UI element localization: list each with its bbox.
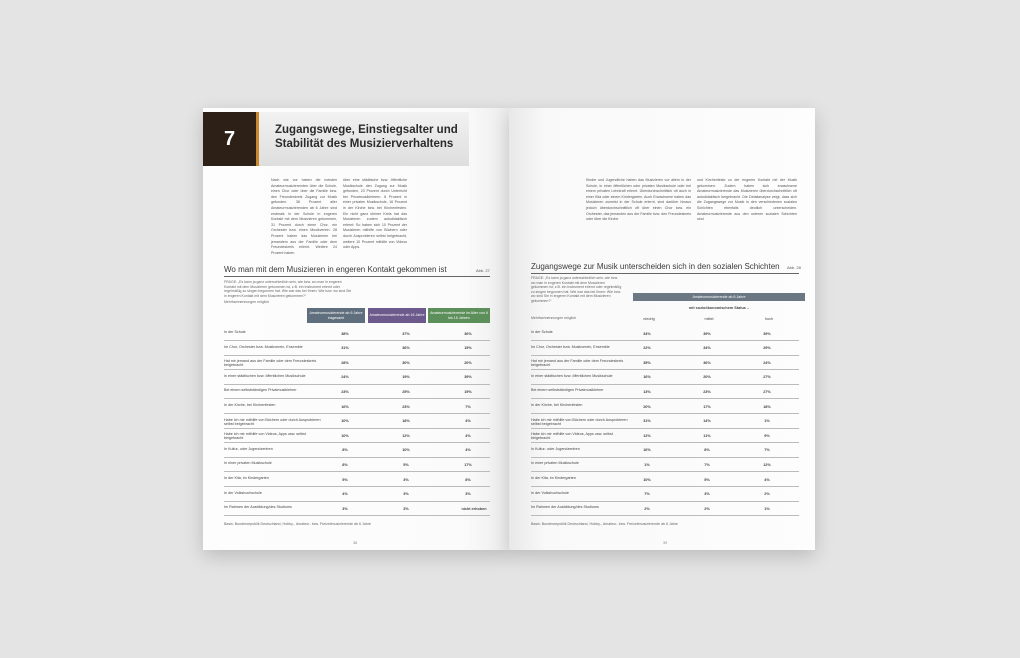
row-value: 18% (402, 419, 410, 424)
table-row (224, 342, 490, 356)
row-value: 39% (703, 331, 711, 336)
row-value: 19% (464, 389, 472, 394)
section-rule (224, 276, 490, 277)
page-number: 39 (663, 541, 668, 545)
table-row (531, 488, 799, 502)
row-label: Habe ich mir mithilfe von Büchern oder durch Ausprobieren selbst beigebracht (531, 417, 628, 426)
row-label: In Kultur- oder Jugendzentren (531, 446, 580, 451)
row-value: 12% (643, 433, 651, 438)
left-page (203, 108, 509, 550)
row-value: 16% (643, 448, 651, 453)
row-value: nicht erhoben (461, 506, 487, 511)
row-value: 7% (644, 492, 650, 497)
row-value: 39% (464, 375, 472, 380)
chapter-title-line1: Zugangswege, Einstiegsalter und (275, 124, 458, 136)
row-value: 12% (763, 462, 771, 467)
row-label: Im Rahmen der Ausbildung/des Studiums (531, 505, 599, 510)
row-value: 3% (403, 492, 409, 497)
row-value: 36% (464, 331, 472, 336)
row-value: 5% (704, 477, 710, 482)
table-row (224, 473, 490, 487)
row-label: Hat mir jemand aus der Familie oder dem Freundeskreis beigebracht (531, 359, 624, 368)
column-header-6-15: Amateurmusizierende im Alter von 6 bis 15 Jahren (428, 308, 490, 323)
brochure-spread (203, 108, 815, 550)
row-label: In einer städtischen bzw. öffentlichen Musikschule (224, 373, 306, 378)
row-label: In einer privaten Musikschule (531, 461, 579, 466)
row-value: 25% (402, 389, 410, 394)
table-row (531, 458, 799, 472)
row-value: 19% (402, 375, 410, 380)
intro-column-1: Nach wie vor haben die meisten Amateurmusizierenden über die Schule, einen Chor oder über die Familie bzw. den Freundeskreis Zugang zur Musik gefunden. 38 Prozent aller Amateurmusizierenden ab 6 Jahre sind erstmals in der Schule in engeren Kontakt mit dem Musizieren gekommen, 31 Prozent durch einen Chor, ein Orchester bzw. einen Musikverein. 28 Prozent haben das Musizieren bei jemandem aus der Familie oder dem Freundeskreis erlernt. Weitere 24 Prozent haben (271, 178, 337, 255)
table-row (531, 356, 799, 370)
figure-number: Abb. 28 (787, 265, 801, 270)
row-value: 3% (704, 492, 710, 497)
page-number: 38 (353, 541, 358, 545)
row-value: 10% (341, 433, 349, 438)
row-value: 28% (341, 360, 349, 365)
row-value: 38% (341, 331, 349, 336)
row-value: 7% (704, 462, 710, 467)
row-value: 20% (643, 404, 651, 409)
row-value: 8% (465, 477, 471, 482)
section-title: Wo man mit dem Musizieren in engeren Kontakt gekommen ist (224, 265, 447, 274)
row-value: 20% (703, 375, 711, 380)
row-value: 14% (703, 419, 711, 424)
row-value: 7% (764, 448, 770, 453)
row-label: In der Kita, im Kindergarten (224, 476, 269, 480)
row-value: 2% (644, 506, 650, 511)
table-row (224, 458, 490, 472)
row-value: 8% (704, 448, 710, 453)
row-value: 34% (703, 346, 711, 351)
table-row (531, 444, 799, 458)
row-value: 30% (402, 360, 410, 365)
question-note: Mehrfachnennungen möglich (224, 300, 270, 304)
column-low: niedrig (643, 317, 655, 321)
intro-column-1: Kinder und Jugendliche haben das Musizieren vor allem in der Schule, in einer öffentlichen oder privaten Musikschule oder bei einem privaten Lehrkraft erlernt. Überdurchschnittlich oft auch in einer Kita oder einem Kindergarten. Auch Erwachsene haben das Musizieren zumeist in der Schule erlernt, sind darüber hinaus jedoch überdurchschnittlich oft über einen Chor bzw. ein Orchester, das jemanden aus der Familie bzw. den Freundeskreis oder über die Kirche (586, 178, 691, 222)
row-value: 34% (643, 331, 651, 336)
table-row (224, 429, 490, 443)
chapter-title (275, 123, 458, 151)
row-value: 4% (465, 433, 471, 438)
row-label: Im Chor, Orchester bzw. Musikverein, Ensemble (224, 344, 303, 349)
row-value: 8% (342, 462, 348, 467)
row-value: 1% (764, 506, 770, 511)
row-value: 39% (763, 331, 771, 336)
row-value: 4% (342, 492, 348, 497)
row-value: 13% (643, 389, 651, 394)
table-row (224, 371, 490, 385)
row-value: 10% (402, 448, 410, 453)
row-value: 12% (402, 433, 410, 438)
row-label: In der Kirche, bei Kirchenfesten (224, 403, 276, 407)
chapter-title-line2: Stabilität des Musizierverhaltens (275, 138, 454, 150)
row-value: 24% (341, 375, 349, 380)
row-label: In der Kirche, bei Kirchenfesten (531, 403, 583, 407)
row-value: 18% (763, 404, 771, 409)
table-row (531, 371, 799, 385)
column-high: hoch (764, 317, 774, 321)
row-value: 4% (764, 477, 770, 482)
row-value: 4% (465, 448, 471, 453)
row-value: 27% (763, 375, 771, 380)
column-middle: mittel (704, 317, 714, 321)
table-row (531, 429, 799, 443)
row-value: 3% (342, 506, 348, 511)
row-value: 5% (342, 477, 348, 482)
row-label: In der Schule (224, 330, 246, 334)
row-value: 35% (643, 360, 651, 365)
column-header-total: Amateurmusizierende ab 6 Jahre insgesamt (307, 308, 365, 323)
row-label: Habe ich mir mithilfe von Videos, Apps usw. selbst beigebracht (531, 432, 613, 441)
row-value: 17% (464, 462, 472, 467)
row-value: 22% (643, 346, 651, 351)
table-row (531, 385, 799, 399)
footnote: Basis: Bundesrepublik Deutschland, Hobby-, Amateur- bzw. Freizeitmusizierende ab 6 Jahre (531, 522, 679, 526)
row-value: 23% (402, 404, 410, 409)
row-value: 11% (703, 433, 711, 438)
row-value: 4% (465, 419, 471, 424)
row-value: 29% (763, 346, 771, 351)
row-value: 23% (341, 389, 349, 394)
column-header-16plus: Amateurmusizierende ab 16 Jahre (368, 308, 426, 323)
row-label: Habe ich mir mithilfe von Videos, Apps usw. selbst beigebracht (224, 432, 306, 441)
row-value: 31% (643, 419, 651, 424)
row-label: In der Schule (531, 330, 553, 334)
row-value: 16% (643, 375, 651, 380)
table-row (224, 502, 490, 516)
table-row (224, 444, 490, 458)
row-value: 36% (703, 360, 711, 365)
table-row (224, 385, 490, 399)
table-row (224, 400, 490, 414)
table-row (224, 488, 490, 502)
row-value: 36% (402, 346, 410, 351)
row-value: 24% (763, 360, 771, 365)
table-row (224, 356, 490, 370)
row-label: Bei einem selbstständigen Privatmusiklehrer (224, 388, 297, 393)
table-row (531, 502, 799, 516)
status-label: mit sozioökonomischem Status – (688, 306, 750, 310)
row-value: 10% (341, 419, 349, 424)
question-text: FRAGE: „Es kann ja ganz unterschiedlich sein, wie bzw. wo man in engeren Kontakt mit dem Musizieren gekommen ist, z.B. ein Instrument erlernt oder regelmäßig zu singen begonnen hat. Wie war das bei Ihnen: Wie bzw. wo sind Sie in engeren Kontakt mit dem Musizieren gekommen?“ (224, 280, 352, 298)
row-label: In Kultur- oder Jugendzentren (224, 446, 273, 451)
row-label: In der Volkshochschule (224, 490, 262, 495)
footnote: Basis: Bundesrepublik Deutschland, Hobby-, Amateur- bzw. Freizeitmusizierende ab 6 Jahre (224, 522, 372, 526)
table-row (531, 473, 799, 487)
row-label: In einer privaten Musikschule (224, 461, 272, 466)
row-label: Im Chor, Orchester bzw. Musikverein, Ensemble (531, 344, 610, 349)
table-row (224, 415, 490, 429)
row-value: 5% (403, 462, 409, 467)
row-label: Bei einem selbstständigen Privatmusiklehrer (531, 388, 604, 393)
question-text: FRAGE: „Es kann ja ganz unterschiedlich sein, wie bzw. wo man in engeren Kontakt mit dem Musizieren gekommen ist, z.B. ein Instrument erlernt oder regelmäßig zu singen begonnen hat. Wie war das bei Ihnen: Wie bzw. wo sind Sie in engeren Kontakt mit dem Musizieren gekommen?“ (531, 276, 622, 303)
table-row (531, 400, 799, 414)
row-value: 1% (764, 419, 770, 424)
row-label: Habe ich mir mithilfe von Büchern oder durch Ausprobieren selbst beigebracht (224, 417, 321, 426)
row-value: 7% (465, 404, 471, 409)
row-value: 20% (464, 360, 472, 365)
row-value: 31% (341, 346, 349, 351)
row-label: Im Rahmen der Ausbildung/des Studiums (224, 505, 292, 510)
row-label: In der Volkshochschule (531, 490, 569, 495)
row-value: 16% (341, 404, 349, 409)
table-row (531, 415, 799, 429)
row-value: 9% (764, 433, 770, 438)
row-value: 17% (703, 404, 711, 409)
intro-column-2: und Kirchenfeste zu der engeren Kontakt mit der Musik gekommen. Zudem haben sich erwachsene Amateurmusizierende das Musizieren überdurchschnittlich oft autodidaktisch beigebracht. Die Detailanalyse zeigt, dass sich die Zugangswege zur Musik in den verschiedenen sozialen Schichten ebenfalls deutlich unterscheiden. Amateurmusizierende aus den unteren sozialen Schichten sind (697, 178, 797, 222)
row-value: 3% (403, 506, 409, 511)
row-value: 2% (764, 492, 770, 497)
row-value: 27% (763, 389, 771, 394)
row-value: 10% (643, 477, 651, 482)
row-label: In der Kita, im Kindergarten (531, 476, 576, 480)
table-row (531, 327, 799, 341)
column-header-group: Amateurmusizierende ab 6 Jahre (633, 293, 805, 301)
right-page (509, 108, 815, 550)
row-label: In einer städtischen bzw. öffentlichen Musikschule (531, 373, 613, 378)
row-value: 37% (402, 331, 410, 336)
row-value: 8% (342, 448, 348, 453)
row-label: Hat mir jemand aus der Familie oder dem Freundeskreis beigebracht (224, 359, 317, 368)
row-value: 1% (644, 462, 650, 467)
table-row (531, 342, 799, 356)
section-rule (531, 273, 799, 274)
section-title: Zugangswege zur Musik unterscheiden sich in den sozialen Schichten (531, 262, 780, 271)
question-note: Mehrfachnennungen möglich (531, 316, 577, 320)
row-value: 15% (464, 346, 472, 351)
row-value: 3% (403, 477, 409, 482)
intro-column-2: über eine städtische bzw. öffentliche Musikschule den Zugang zur Musik gefunden, 23 Prozent durch Unterricht bei Privatmusiklehrern. 8 Prozent in einer privaten Musikschule, 16 Prozent in der Kirche bzw. bei Kirchenfesten. Ein nicht ganz kleiner Kreis hat das Musizieren zudem autodidaktisch erlernt: So haben sich 10 Prozent der Musizieren mithilfe von Büchern oder durch Ausprobieren selbst beigebracht, weitere 10 Prozent mithilfe von Videos oder Apps. (343, 178, 407, 250)
figure-number: Abb. 27 (476, 268, 490, 273)
row-value: 2% (704, 506, 710, 511)
chapter-number-box: 7 (203, 112, 259, 166)
row-value: 23% (703, 389, 711, 394)
table-row (224, 327, 490, 341)
row-value: 3% (465, 492, 471, 497)
